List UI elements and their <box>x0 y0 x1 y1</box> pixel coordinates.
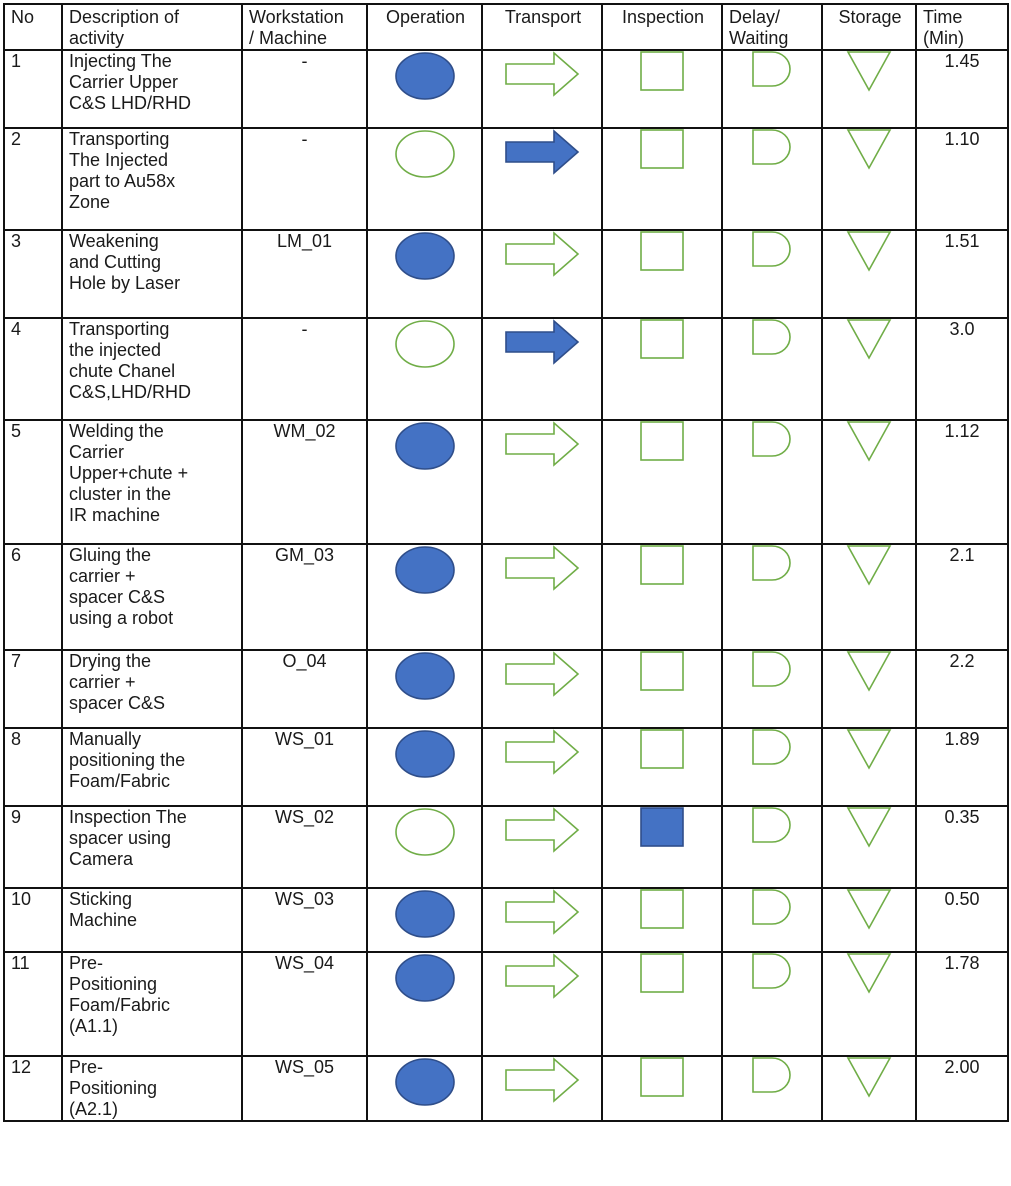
workstation-machine: - <box>242 128 367 230</box>
delay-cell <box>722 230 822 318</box>
delay-cell <box>722 650 822 728</box>
inspection-cell <box>602 128 722 230</box>
activity-description: Drying the carrier + spacer C&S <box>62 650 242 728</box>
process-flow-chart-table <box>3 3 1009 1122</box>
workstation-machine: WS_01 <box>242 728 367 806</box>
activity-description: Transporting The Injected part to Au58x Zone <box>62 128 242 230</box>
inspection-square-icon <box>640 1057 684 1097</box>
inspection-square-icon <box>640 319 684 359</box>
inspection-square-icon <box>640 651 684 691</box>
delay-d-shape-icon <box>752 545 792 581</box>
transport-cell <box>482 230 602 318</box>
inspection-square-icon <box>640 51 684 91</box>
time-minutes: 1.51 <box>916 230 1008 318</box>
operation-filled-circle-icon <box>394 651 456 701</box>
step-number: 6 <box>4 544 62 650</box>
transport-cell <box>482 544 602 650</box>
inspection-square-icon <box>640 231 684 271</box>
inspection-cell <box>602 806 722 888</box>
storage-triangle-icon <box>847 807 891 847</box>
transport-cell <box>482 420 602 544</box>
storage-triangle-icon <box>847 319 891 359</box>
step-number: 4 <box>4 318 62 420</box>
operation-cell <box>367 318 482 420</box>
operation-cell <box>367 420 482 544</box>
storage-triangle-icon <box>847 953 891 993</box>
storage-cell <box>822 318 916 420</box>
workstation-machine: WS_03 <box>242 888 367 952</box>
storage-cell <box>822 1056 916 1121</box>
delay-cell <box>722 128 822 230</box>
delay-d-shape-icon <box>752 953 792 989</box>
time-minutes: 1.12 <box>916 420 1008 544</box>
operation-filled-circle-icon <box>394 1057 456 1107</box>
delay-d-shape-icon <box>752 1057 792 1093</box>
delay-d-shape-icon <box>752 889 792 925</box>
activity-description: Pre- Positioning Foam/Fabric (A1.1) <box>62 952 242 1056</box>
storage-cell <box>822 650 916 728</box>
table-row <box>4 544 1008 650</box>
table-row <box>4 50 1008 128</box>
operation-filled-circle-icon <box>394 231 456 281</box>
delay-d-shape-icon <box>752 807 792 843</box>
header-storage: Storage <box>822 4 916 50</box>
inspection-square-icon <box>640 953 684 993</box>
transport-cell <box>482 50 602 128</box>
time-minutes: 2.1 <box>916 544 1008 650</box>
storage-triangle-icon <box>847 889 891 929</box>
table-row <box>4 1056 1008 1121</box>
inspection-cell <box>602 544 722 650</box>
transport-filled-arrow-icon <box>504 129 580 175</box>
transport-cell <box>482 1056 602 1121</box>
header-no: No <box>4 4 62 50</box>
storage-cell <box>822 806 916 888</box>
transport-cell <box>482 952 602 1056</box>
workstation-machine: WS_05 <box>242 1056 367 1121</box>
transport-arrow-icon <box>504 51 580 97</box>
activity-description: Manually positioning the Foam/Fabric <box>62 728 242 806</box>
transport-arrow-icon <box>504 953 580 999</box>
storage-triangle-icon <box>847 651 891 691</box>
operation-cell <box>367 230 482 318</box>
storage-cell <box>822 544 916 650</box>
workstation-machine: - <box>242 50 367 128</box>
storage-cell <box>822 888 916 952</box>
transport-cell <box>482 728 602 806</box>
delay-cell <box>722 50 822 128</box>
transport-arrow-icon <box>504 1057 580 1103</box>
step-number: 2 <box>4 128 62 230</box>
time-minutes: 3.0 <box>916 318 1008 420</box>
inspection-cell <box>602 230 722 318</box>
step-number: 12 <box>4 1056 62 1121</box>
step-number: 11 <box>4 952 62 1056</box>
operation-filled-circle-icon <box>394 889 456 939</box>
time-minutes: 1.78 <box>916 952 1008 1056</box>
table-row <box>4 420 1008 544</box>
operation-filled-circle-icon <box>394 545 456 595</box>
activity-description: Pre- Positioning (A2.1) <box>62 1056 242 1121</box>
delay-cell <box>722 952 822 1056</box>
operation-cell <box>367 888 482 952</box>
step-number: 1 <box>4 50 62 128</box>
transport-arrow-icon <box>504 889 580 935</box>
activity-description: Welding the Carrier Upper+chute + cluster in the IR machine <box>62 420 242 544</box>
transport-cell <box>482 128 602 230</box>
time-minutes: 1.10 <box>916 128 1008 230</box>
operation-cell <box>367 544 482 650</box>
table-row <box>4 650 1008 728</box>
transport-cell <box>482 650 602 728</box>
header-transport: Transport <box>482 4 602 50</box>
operation-cell <box>367 1056 482 1121</box>
storage-triangle-icon <box>847 421 891 461</box>
workstation-machine: WM_02 <box>242 420 367 544</box>
delay-d-shape-icon <box>752 51 792 87</box>
inspection-cell <box>602 952 722 1056</box>
inspection-cell <box>602 888 722 952</box>
storage-triangle-icon <box>847 231 891 271</box>
activity-description: Weakening and Cutting Hole by Laser <box>62 230 242 318</box>
storage-cell <box>822 50 916 128</box>
inspection-square-icon <box>640 889 684 929</box>
activity-description: Gluing the carrier + spacer C&S using a robot <box>62 544 242 650</box>
table-row <box>4 318 1008 420</box>
operation-circle-icon <box>394 807 456 857</box>
header-workstation: Workstation / Machine <box>242 4 367 50</box>
header-time: Time (Min) <box>916 4 1008 50</box>
operation-cell <box>367 128 482 230</box>
activity-description: Injecting The Carrier Upper C&S LHD/RHD <box>62 50 242 128</box>
inspection-square-icon <box>640 421 684 461</box>
delay-d-shape-icon <box>752 129 792 165</box>
storage-triangle-icon <box>847 729 891 769</box>
workstation-machine: LM_01 <box>242 230 367 318</box>
table-row <box>4 128 1008 230</box>
time-minutes: 2.00 <box>916 1056 1008 1121</box>
delay-cell <box>722 420 822 544</box>
delay-cell <box>722 318 822 420</box>
transport-arrow-icon <box>504 729 580 775</box>
inspection-square-icon <box>640 729 684 769</box>
time-minutes: 2.2 <box>916 650 1008 728</box>
operation-cell <box>367 728 482 806</box>
transport-arrow-icon <box>504 807 580 853</box>
operation-filled-circle-icon <box>394 953 456 1003</box>
delay-cell <box>722 806 822 888</box>
transport-cell <box>482 318 602 420</box>
storage-triangle-icon <box>847 1057 891 1097</box>
step-number: 8 <box>4 728 62 806</box>
transport-filled-arrow-icon <box>504 319 580 365</box>
transport-arrow-icon <box>504 545 580 591</box>
process-rows <box>4 50 1008 1121</box>
operation-filled-circle-icon <box>394 51 456 101</box>
inspection-cell <box>602 318 722 420</box>
storage-cell <box>822 728 916 806</box>
storage-cell <box>822 128 916 230</box>
operation-filled-circle-icon <box>394 421 456 471</box>
delay-d-shape-icon <box>752 421 792 457</box>
inspection-filled-square-icon <box>640 807 684 847</box>
step-number: 3 <box>4 230 62 318</box>
table-row <box>4 806 1008 888</box>
inspection-square-icon <box>640 545 684 585</box>
operation-circle-icon <box>394 319 456 369</box>
delay-cell <box>722 728 822 806</box>
transport-cell <box>482 888 602 952</box>
workstation-machine: - <box>242 318 367 420</box>
step-number: 5 <box>4 420 62 544</box>
inspection-cell <box>602 650 722 728</box>
operation-cell <box>367 650 482 728</box>
header-operation: Operation <box>367 4 482 50</box>
delay-d-shape-icon <box>752 319 792 355</box>
time-minutes: 1.89 <box>916 728 1008 806</box>
step-number: 7 <box>4 650 62 728</box>
operation-filled-circle-icon <box>394 729 456 779</box>
header-delay: Delay/ Waiting <box>722 4 822 50</box>
delay-d-shape-icon <box>752 231 792 267</box>
step-number: 10 <box>4 888 62 952</box>
table-row <box>4 952 1008 1056</box>
header-description: Description of activity <box>62 4 242 50</box>
transport-cell <box>482 806 602 888</box>
delay-cell <box>722 888 822 952</box>
inspection-square-icon <box>640 129 684 169</box>
activity-description: Sticking Machine <box>62 888 242 952</box>
activity-description: Inspection The spacer using Camera <box>62 806 242 888</box>
activity-description: Transporting the injected chute Chanel C&S,LHD/RHD <box>62 318 242 420</box>
table-row <box>4 728 1008 806</box>
workstation-machine: O_04 <box>242 650 367 728</box>
time-minutes: 0.35 <box>916 806 1008 888</box>
storage-triangle-icon <box>847 51 891 91</box>
workstation-machine: GM_03 <box>242 544 367 650</box>
inspection-cell <box>602 728 722 806</box>
storage-cell <box>822 420 916 544</box>
header-inspection: Inspection <box>602 4 722 50</box>
inspection-cell <box>602 50 722 128</box>
storage-cell <box>822 230 916 318</box>
workstation-machine: WS_04 <box>242 952 367 1056</box>
delay-cell <box>722 1056 822 1121</box>
inspection-cell <box>602 1056 722 1121</box>
operation-circle-icon <box>394 129 456 179</box>
step-number: 9 <box>4 806 62 888</box>
storage-cell <box>822 952 916 1056</box>
operation-cell <box>367 806 482 888</box>
delay-cell <box>722 544 822 650</box>
time-minutes: 0.50 <box>916 888 1008 952</box>
table-row <box>4 230 1008 318</box>
delay-d-shape-icon <box>752 651 792 687</box>
table-row <box>4 888 1008 952</box>
storage-triangle-icon <box>847 129 891 169</box>
transport-arrow-icon <box>504 231 580 277</box>
delay-d-shape-icon <box>752 729 792 765</box>
operation-cell <box>367 952 482 1056</box>
inspection-cell <box>602 420 722 544</box>
transport-arrow-icon <box>504 421 580 467</box>
workstation-machine: WS_02 <box>242 806 367 888</box>
operation-cell <box>367 50 482 128</box>
time-minutes: 1.45 <box>916 50 1008 128</box>
transport-arrow-icon <box>504 651 580 697</box>
storage-triangle-icon <box>847 545 891 585</box>
header-row <box>4 4 1008 50</box>
